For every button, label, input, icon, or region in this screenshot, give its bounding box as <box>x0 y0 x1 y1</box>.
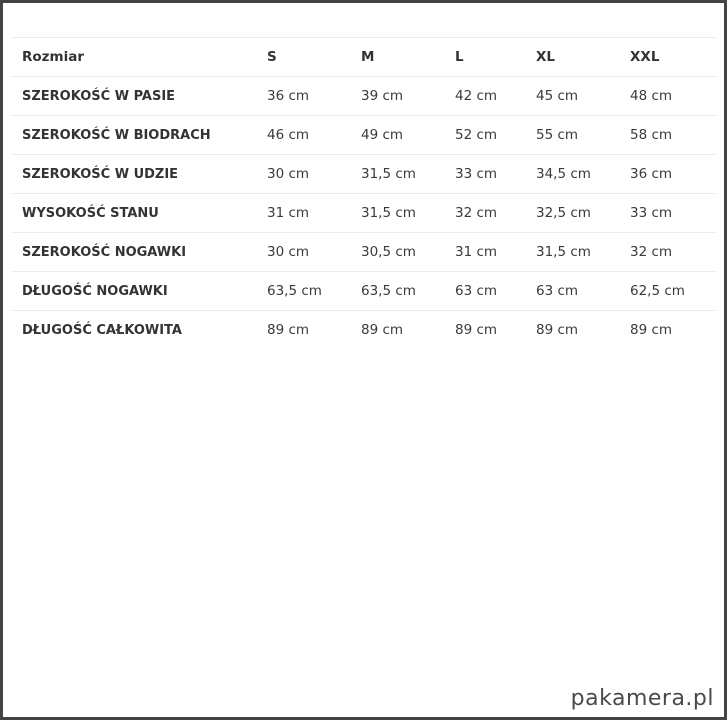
column-header-s: S <box>257 38 351 77</box>
row-label: DŁUGOŚĆ NOGAWKI <box>12 272 257 311</box>
table-row <box>12 194 716 233</box>
table-row <box>12 77 716 116</box>
table-cell: 30,5 cm <box>351 233 445 272</box>
table-row <box>12 155 716 194</box>
table-cell: 62,5 cm <box>620 272 716 311</box>
table-cell: 32,5 cm <box>526 194 620 233</box>
table-cell: 46 cm <box>257 116 351 155</box>
table-cell: 32 cm <box>620 233 716 272</box>
row-label: WYSOKOŚĆ STANU <box>12 194 257 233</box>
size-table <box>12 37 716 349</box>
table-cell: 31,5 cm <box>351 194 445 233</box>
table-cell: 63 cm <box>445 272 526 311</box>
row-label: DŁUGOŚĆ CAŁKOWITA <box>22 322 182 338</box>
table-cell: 58 cm <box>620 116 716 155</box>
table-cell: 89 cm <box>267 322 310 338</box>
table-row <box>12 116 716 155</box>
table-cell: 31 cm <box>445 233 526 272</box>
row-label: SZEROKOŚĆ NOGAWKI <box>12 233 257 272</box>
row-label: SZEROKOŚĆ W BIODRACH <box>12 116 257 155</box>
table-cell: 31 cm <box>257 194 351 233</box>
table-cell: 89 cm <box>536 322 579 338</box>
table-cell: 89 cm <box>455 322 498 338</box>
column-header-m: M <box>351 38 445 77</box>
table-cell: 89 cm <box>361 322 404 338</box>
table-header-row <box>12 38 716 77</box>
column-header-xxl: XXL <box>620 38 716 77</box>
row-label: SZEROKOŚĆ W UDZIE <box>12 155 257 194</box>
table-row <box>12 311 716 350</box>
column-header-xl: XL <box>526 38 620 77</box>
table-cell: 42 cm <box>445 77 526 116</box>
table-cell: 63 cm <box>526 272 620 311</box>
table-cell: 31,5 cm <box>351 155 445 194</box>
table-row <box>12 233 716 272</box>
column-header-l: L <box>445 38 526 77</box>
table-cell: 52 cm <box>445 116 526 155</box>
row-label: SZEROKOŚĆ W PASIE <box>12 77 257 116</box>
column-header-size: Rozmiar <box>12 38 257 77</box>
table-cell: 63,5 cm <box>351 272 445 311</box>
table-cell: 48 cm <box>620 77 716 116</box>
table-cell: 31,5 cm <box>526 233 620 272</box>
table-cell: 39 cm <box>351 77 445 116</box>
table-cell: 63,5 cm <box>257 272 351 311</box>
table-cell: 30 cm <box>257 233 351 272</box>
table-cell: 33 cm <box>620 194 716 233</box>
table-cell: 34,5 cm <box>526 155 620 194</box>
table-cell: 33 cm <box>445 155 526 194</box>
table-cell: 89 cm <box>630 322 673 338</box>
table-cell: 49 cm <box>351 116 445 155</box>
table-cell: 36 cm <box>257 77 351 116</box>
table-cell: 55 cm <box>526 116 620 155</box>
table-cell: 30 cm <box>257 155 351 194</box>
pakamera-watermark-logo: pakamera.pl <box>570 686 714 711</box>
table-row <box>12 272 716 311</box>
table-cell: 45 cm <box>526 77 620 116</box>
table-cell: 36 cm <box>620 155 716 194</box>
table-cell: 32 cm <box>445 194 526 233</box>
